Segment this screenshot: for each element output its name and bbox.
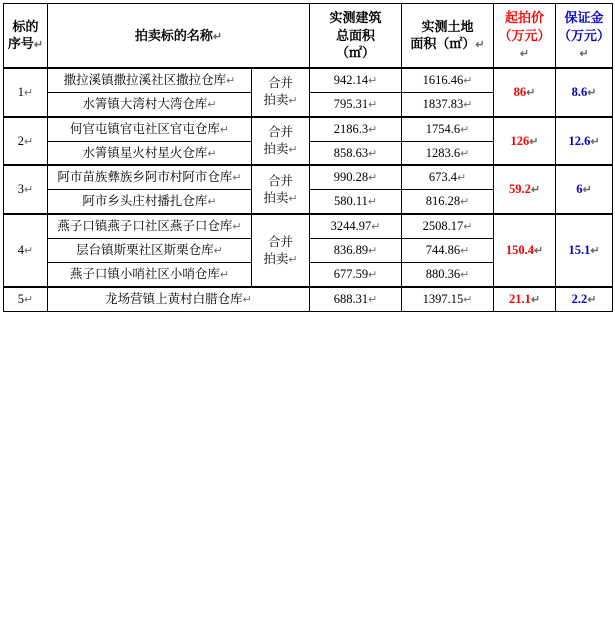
paragraph-mark: ↵ bbox=[456, 172, 467, 185]
paragraph-mark: ↵ bbox=[590, 135, 600, 148]
paragraph-mark: ↵ bbox=[587, 86, 597, 99]
table-header-row bbox=[4, 4, 613, 68]
cell-building-area: 990.28↵ bbox=[310, 165, 402, 189]
paragraph-mark: ↵ bbox=[371, 221, 381, 234]
cell-deposit: 8.6↵ bbox=[556, 68, 613, 117]
cell-lot-name: 何官屯镇官屯社区官屯仓库↵ bbox=[48, 117, 252, 141]
paragraph-mark: ↵ bbox=[460, 123, 470, 136]
paragraph-mark: ↵ bbox=[368, 123, 378, 136]
paragraph-mark: ↵ bbox=[530, 184, 541, 197]
header-deposit: 保证金 （万元）↵ bbox=[556, 4, 613, 68]
table-row bbox=[4, 214, 613, 238]
cell-merge-label: 合并 拍卖↵ bbox=[252, 165, 310, 214]
cell-lot-name: 撒拉溪镇撒拉溪社区撒拉仓库↵ bbox=[48, 68, 252, 92]
paragraph-mark: ↵ bbox=[460, 147, 470, 160]
paragraph-mark: ↵ bbox=[212, 30, 223, 43]
paragraph-mark: ↵ bbox=[207, 98, 217, 111]
cell-lot-number: 5↵ bbox=[4, 287, 48, 311]
cell-building-area: 580.11↵ bbox=[310, 190, 402, 214]
paragraph-mark: ↵ bbox=[526, 86, 536, 99]
cell-start-price: 21.1↵ bbox=[494, 287, 556, 311]
cell-lot-name: 龙场营镇上黄村白腊仓库↵ bbox=[48, 287, 310, 311]
cell-deposit: 2.2↵ bbox=[556, 287, 613, 311]
paragraph-mark: ↵ bbox=[368, 98, 378, 111]
table-row bbox=[4, 287, 613, 311]
paragraph-mark: ↵ bbox=[232, 221, 242, 234]
cell-deposit: 12.6↵ bbox=[556, 117, 613, 166]
cell-building-area: 688.31↵ bbox=[310, 287, 402, 311]
cell-lot-name: 水箐镇大湾村大湾仓库↵ bbox=[48, 92, 252, 116]
cell-land-area: 673.4↵ bbox=[402, 165, 494, 189]
cell-start-price: 126↵ bbox=[494, 117, 556, 166]
cell-building-area: 942.14↵ bbox=[310, 68, 402, 92]
paragraph-mark: ↵ bbox=[587, 293, 597, 306]
auction-lots-table bbox=[3, 3, 613, 312]
header-lot-name: 拍卖标的名称↵ bbox=[48, 4, 310, 68]
cell-land-area: 1616.46↵ bbox=[402, 68, 494, 92]
cell-building-area: 677.59↵ bbox=[310, 262, 402, 286]
paragraph-mark: ↵ bbox=[590, 245, 600, 258]
paragraph-mark: ↵ bbox=[463, 98, 473, 111]
cell-lot-number: 4↵ bbox=[4, 214, 48, 287]
paragraph-mark: ↵ bbox=[219, 123, 230, 136]
cell-building-area: 2186.3↵ bbox=[310, 117, 402, 141]
paragraph-mark: ↵ bbox=[460, 196, 470, 209]
cell-merge-label: 合并 拍卖↵ bbox=[252, 117, 310, 166]
cell-land-area: 2508.17↵ bbox=[402, 214, 494, 238]
cell-building-area: 836.89↵ bbox=[310, 239, 402, 263]
cell-land-area: 816.28↵ bbox=[402, 190, 494, 214]
cell-start-price: 150.4↵ bbox=[494, 214, 556, 287]
table-body bbox=[4, 4, 613, 312]
paragraph-mark: ↵ bbox=[367, 196, 378, 209]
paragraph-mark: ↵ bbox=[460, 245, 470, 258]
paragraph-mark: ↵ bbox=[226, 74, 236, 87]
paragraph-mark: ↵ bbox=[288, 144, 298, 157]
paragraph-mark: ↵ bbox=[242, 293, 252, 306]
paragraph-mark: ↵ bbox=[368, 172, 378, 185]
paragraph-mark: ↵ bbox=[288, 95, 298, 108]
paragraph-mark: ↵ bbox=[288, 192, 298, 205]
paragraph-mark: ↵ bbox=[33, 39, 44, 52]
paragraph-mark: ↵ bbox=[288, 253, 298, 266]
paragraph-mark: ↵ bbox=[368, 74, 378, 87]
paragraph-mark: ↵ bbox=[24, 184, 34, 197]
cell-lot-name: 阿市苗族彝族乡阿市村阿市仓库↵ bbox=[48, 165, 252, 189]
paragraph-mark: ↵ bbox=[519, 48, 530, 61]
cell-land-area: 744.86↵ bbox=[402, 239, 494, 263]
paragraph-mark: ↵ bbox=[368, 293, 378, 306]
paragraph-mark: ↵ bbox=[368, 245, 378, 258]
header-start-price: 起拍价 （万元）↵ bbox=[494, 4, 556, 68]
paragraph-mark: ↵ bbox=[463, 293, 473, 306]
cell-start-price: 86↵ bbox=[494, 68, 556, 117]
cell-lot-name: 层台镇斯栗社区斯栗仓库↵ bbox=[48, 239, 252, 263]
cell-lot-name: 水箐镇星火村星火仓库↵ bbox=[48, 141, 252, 165]
paragraph-mark: ↵ bbox=[463, 74, 473, 87]
cell-land-area: 1283.6↵ bbox=[402, 141, 494, 165]
paragraph-mark: ↵ bbox=[24, 135, 34, 148]
cell-deposit: 6↵ bbox=[556, 165, 613, 214]
cell-start-price: 59.2↵ bbox=[494, 165, 556, 214]
cell-lot-number: 1↵ bbox=[4, 68, 48, 117]
paragraph-mark: ↵ bbox=[368, 147, 378, 160]
header-lot-number: 标的 序号↵ bbox=[4, 4, 48, 68]
cell-lot-number: 3↵ bbox=[4, 165, 48, 214]
header-building-area: 实测建筑 总面积 （㎡） bbox=[310, 4, 402, 68]
paragraph-mark: ↵ bbox=[207, 196, 217, 209]
paragraph-mark: ↵ bbox=[579, 48, 589, 61]
paragraph-mark: ↵ bbox=[24, 293, 34, 306]
paragraph-mark: ↵ bbox=[368, 268, 378, 281]
cell-land-area: 1837.83↵ bbox=[402, 92, 494, 116]
paragraph-mark: ↵ bbox=[530, 293, 541, 306]
cell-land-area: 1754.6↵ bbox=[402, 117, 494, 141]
paragraph-mark: ↵ bbox=[475, 39, 485, 52]
paragraph-mark: ↵ bbox=[219, 268, 230, 281]
cell-lot-name: 燕子口镇小哨社区小哨仓库↵ bbox=[48, 262, 252, 286]
cell-merge-label: 合并 拍卖↵ bbox=[252, 214, 310, 287]
paragraph-mark: ↵ bbox=[24, 245, 34, 258]
cell-lot-name: 阿市乡头庄村播扎仓库↵ bbox=[48, 190, 252, 214]
paragraph-mark: ↵ bbox=[213, 245, 223, 258]
cell-lot-number: 2↵ bbox=[4, 117, 48, 166]
cell-building-area: 858.63↵ bbox=[310, 141, 402, 165]
cell-building-area: 795.31↵ bbox=[310, 92, 402, 116]
table-row bbox=[4, 68, 613, 92]
cell-land-area: 1397.15↵ bbox=[402, 287, 494, 311]
cell-lot-name: 燕子口镇燕子口社区燕子口仓库↵ bbox=[48, 214, 252, 238]
cell-building-area: 3244.97↵ bbox=[310, 214, 402, 238]
paragraph-mark: ↵ bbox=[463, 221, 473, 234]
paragraph-mark: ↵ bbox=[460, 268, 470, 281]
paragraph-mark: ↵ bbox=[582, 184, 592, 197]
cell-land-area: 880.36↵ bbox=[402, 262, 494, 286]
paragraph-mark: ↵ bbox=[207, 147, 217, 160]
table-row bbox=[4, 165, 613, 189]
table-row bbox=[4, 117, 613, 141]
document-page bbox=[0, 3, 615, 643]
paragraph-mark: ↵ bbox=[24, 86, 34, 99]
paragraph-mark: ↵ bbox=[533, 245, 544, 258]
paragraph-mark: ↵ bbox=[232, 172, 242, 185]
cell-merge-label: 合并 拍卖↵ bbox=[252, 68, 310, 117]
paragraph-mark: ↵ bbox=[529, 135, 539, 148]
header-land-area: 实测土地 面积（㎡）↵ bbox=[402, 4, 494, 68]
cell-deposit: 15.1↵ bbox=[556, 214, 613, 287]
